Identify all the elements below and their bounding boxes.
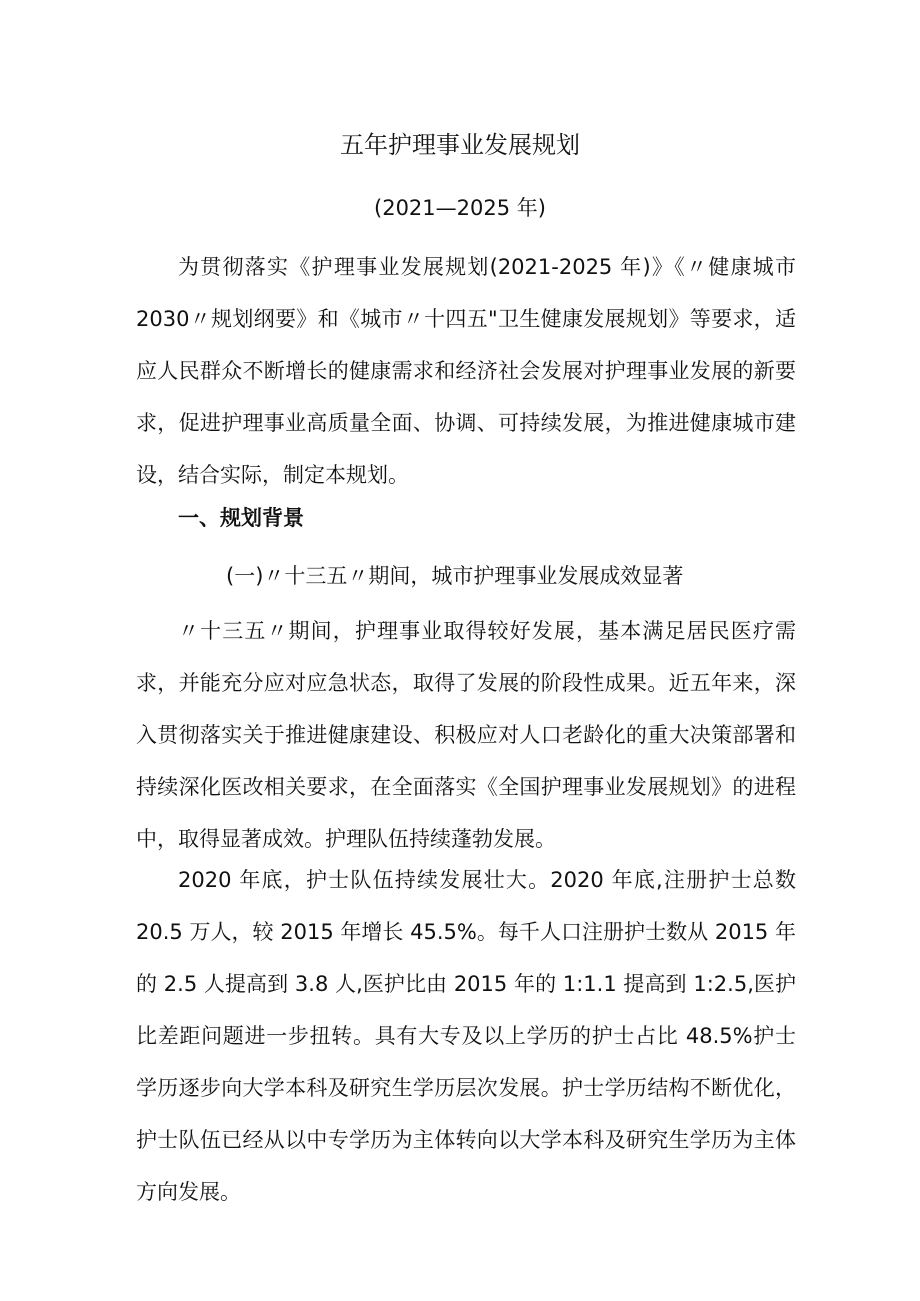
statistics-paragraph: 2020 年底，护士队伍持续发展壮大。2020 年底,注册护士总数 20.5 万人，较 2015 年增长 45.5%。每千人口注册护士数从 2015 年的 2.5 人提高到 3.8 人,医护比由 2015 年的 1:1.1 提高到 1:2.5,医护比差距问题进一步扭转。具有大专及以上学历的护士占比 48.5%护士学历逐步向大学本科及研究生学历层次发展。护士学历结构不断优化，护士队伍已经从以中专学历为主体转向以大学本科及研究生学历为主体方向发展。 xyxy=(136,868,796,1204)
document-title: 五年护理事业发展规划 xyxy=(340,131,580,159)
intro-paragraph: 为贯彻落实《护理事业发展规划(2021-2025 年)》《〃健康城市 2030〃规划纲要》和《城市〃十四五"卫生健康发展规划》等要求，适应人民群众不断增长的健康需求和经济社会发展对护理事业发展的新要求，促进护理事业高质量全面、协调、可持续发展，为推进健康城市建设，结合实际，制定本规划。 xyxy=(136,255,796,487)
section-heading: 一、规划背景 xyxy=(178,506,304,530)
subsection-heading: (一)〃十三五〃期间，城市护理事业发展成效显著 xyxy=(226,564,684,588)
document-subtitle: (2021—2025 年) xyxy=(374,196,546,220)
achievements-paragraph: 〃十三五〃期间，护理事业取得较好发展，基本满足居民医疗需求，并能充分应对应急状态，取得了发展的阶段性成果。近五年来，深入贯彻落实关于推进健康建设、积极应对人口老龄化的重大决策部署和持续深化医改相关要求，在全面落实《全国护理事业发展规划》的进程中，取得显著成效。护理队伍持续蓬勃发展。 xyxy=(136,619,796,851)
